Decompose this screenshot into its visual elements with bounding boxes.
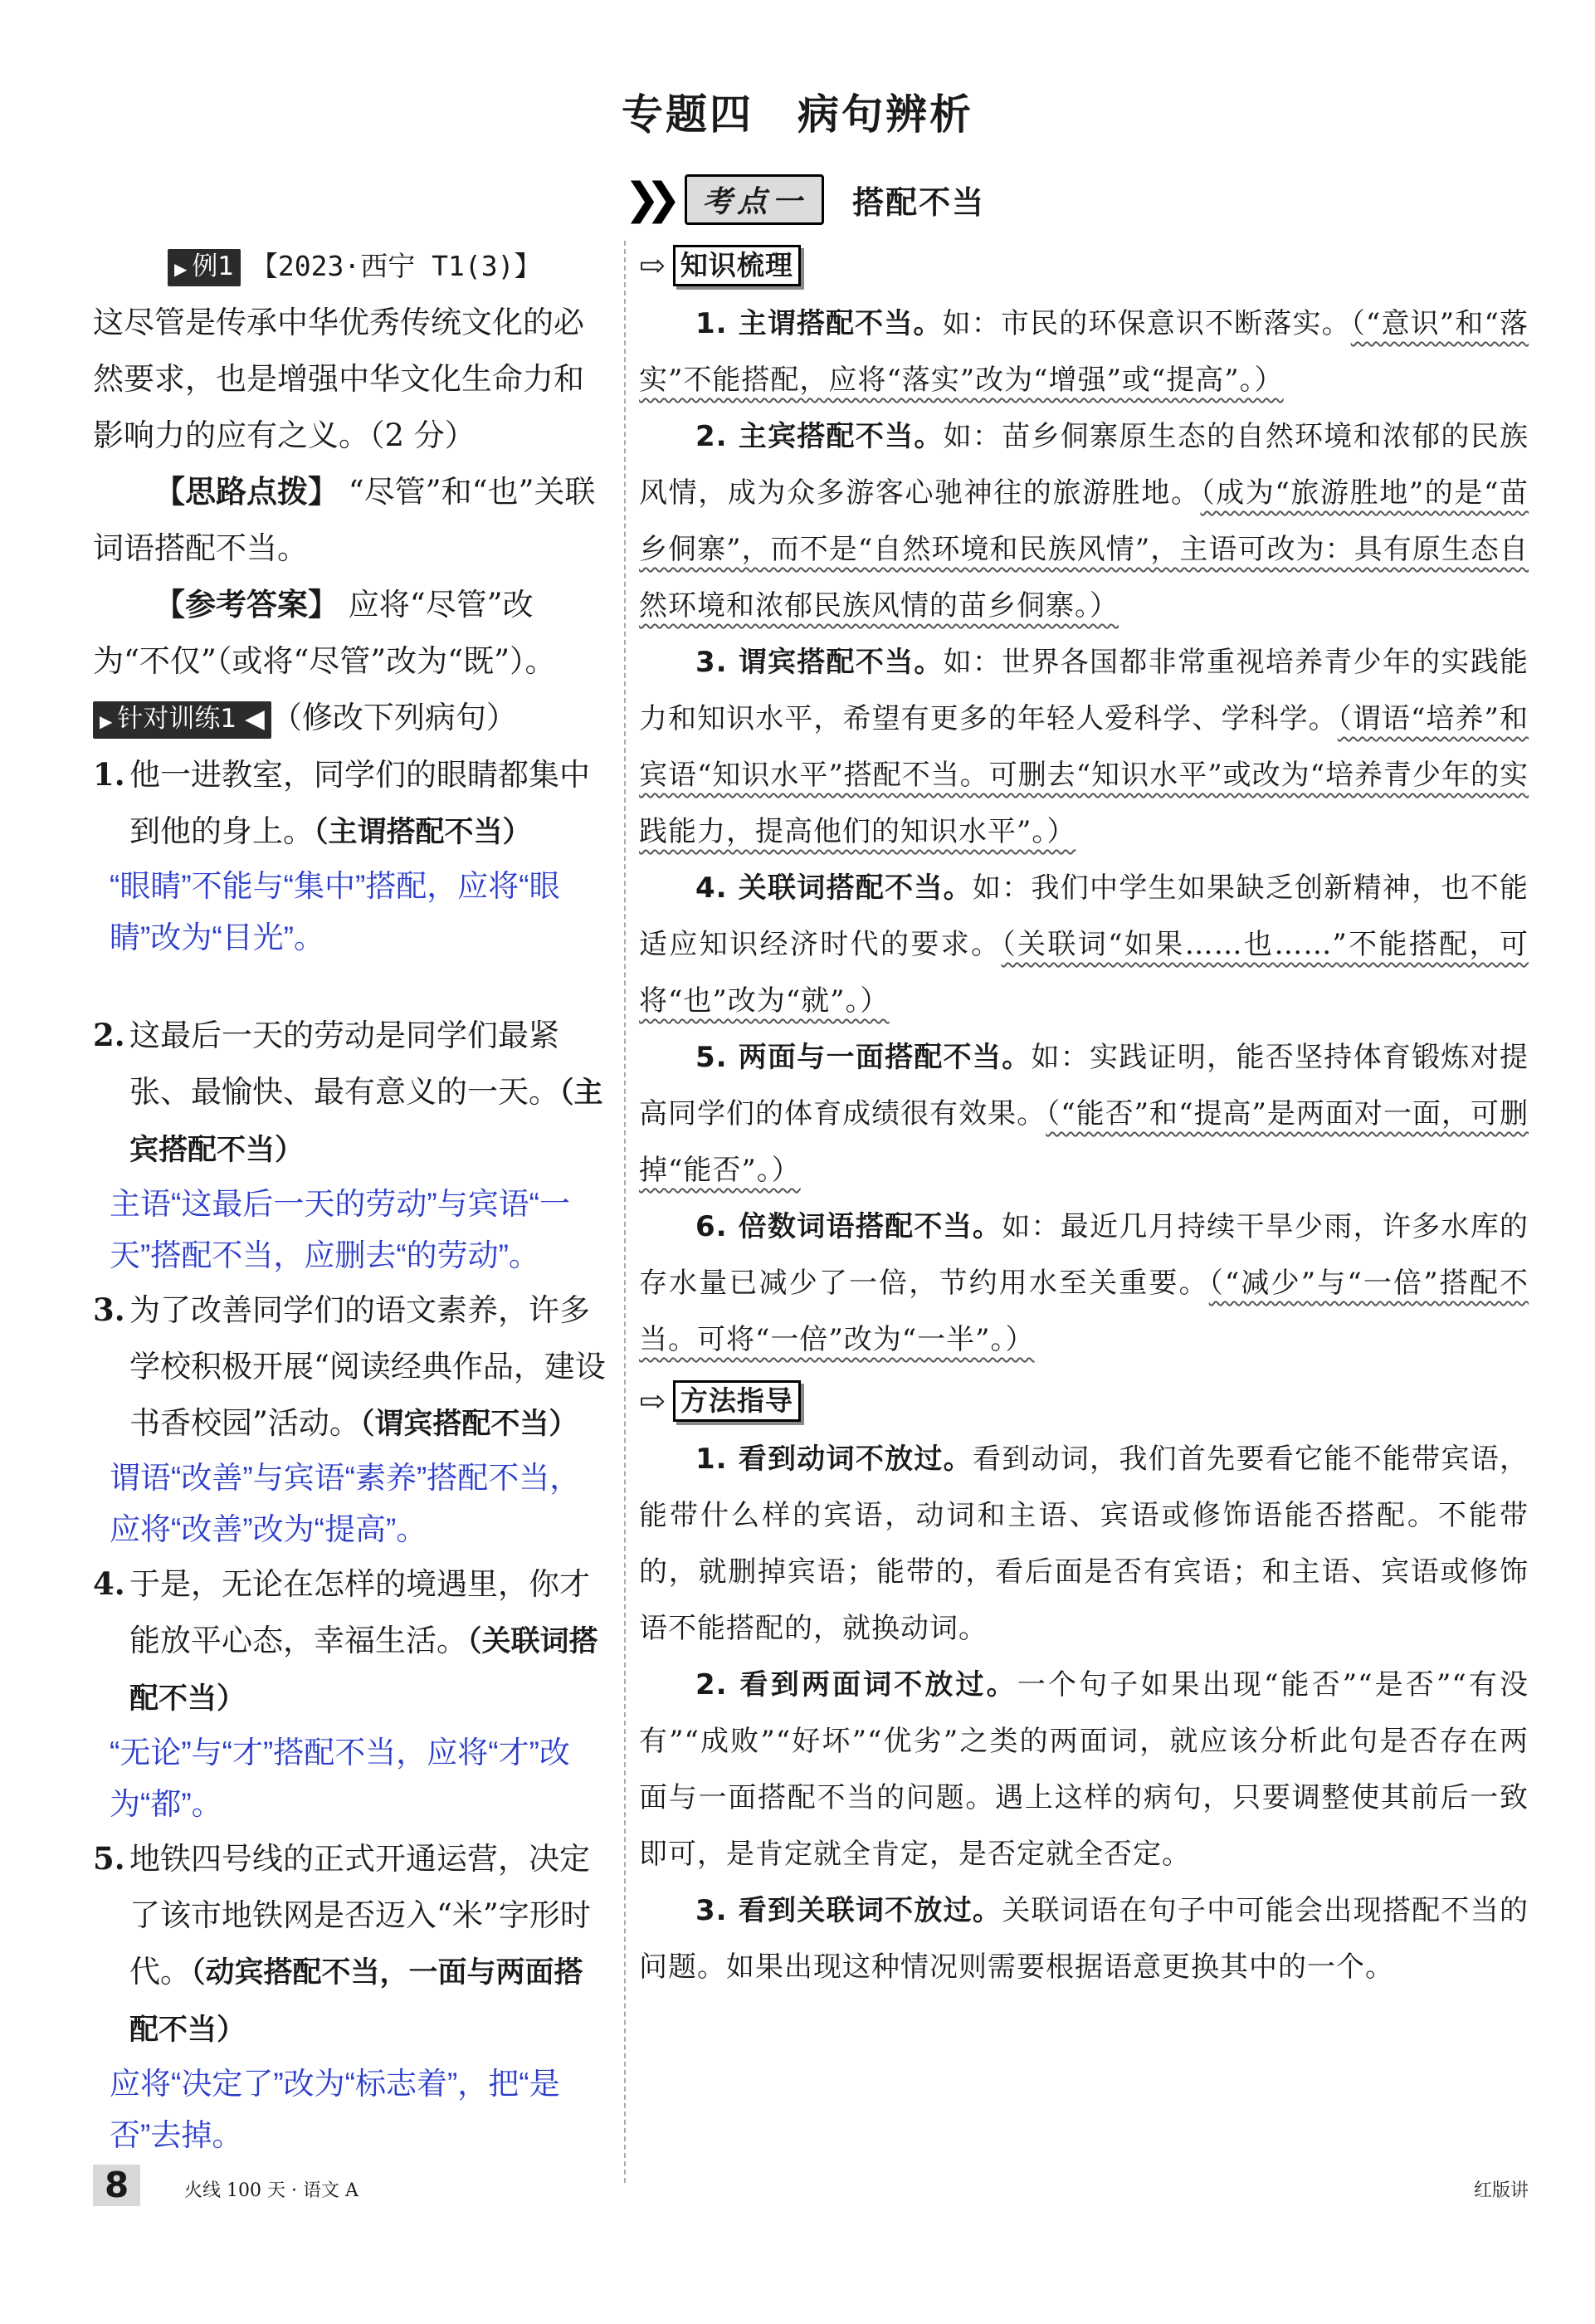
- point-body: 看到动词，我们首先要看它能不能带宾语，能带什么样的宾语，动词和主语、宾语或修饰语能否搭配。不能带的，就删掉宾语；能带的，看后面是否有宾语；和主语、宾语或修饰语不能搭配的，就换动词。: [639, 1443, 1529, 1645]
- method-point: [639, 1431, 1529, 1657]
- knowledge-header: [639, 241, 1529, 290]
- item-number: 4.: [93, 1565, 125, 1602]
- point-note: （“意识”和“落实”不能搭配，应将“落实”改为“增强”或“提高”。）: [639, 307, 1529, 397]
- item-text: 为了改善同学们的语文素养，许多学校积极开展“阅读经典作品，建设书香校园”活动。: [129, 1292, 606, 1441]
- knowledge-label: 知识梳理: [673, 245, 801, 286]
- edition-label: 红版讲: [1473, 2180, 1529, 2201]
- point-body: 如：苗乡侗寨原生态的自然环境和浓郁的民族风情，成为众多游客心驰神往的旅游胜地。: [639, 420, 1529, 510]
- item-number: 1.: [93, 756, 125, 793]
- example-tag: [168, 249, 241, 286]
- kaodian-label: 考点一: [685, 174, 824, 225]
- method-label: 方法指导: [673, 1380, 801, 1422]
- answer-label: 【参考答案】: [154, 587, 339, 622]
- item-number: 2.: [93, 1017, 125, 1053]
- play-triangle-icon: ▶: [100, 711, 113, 731]
- knowledge-point: [639, 408, 1529, 634]
- arrow-right-icon: ⇨: [639, 247, 666, 284]
- item-text: 地铁四号线的正式开通运营，决定了该市地铁网是否迈入“米”字形时代。: [129, 1841, 591, 1990]
- point-body: 如：市民的环保意识不断落实。: [942, 307, 1351, 340]
- item-text: 他一进教室，同学们的眼睛都集中到他的身上。: [129, 757, 590, 849]
- example-tag-label: 例1: [192, 251, 235, 281]
- page-footer: [93, 2161, 1529, 2211]
- item-category: （主谓搭配不当）: [314, 816, 532, 849]
- answer-paragraph: [93, 577, 607, 690]
- handwritten-answer: 应将“决定了”改为“标志着”，把“是否”去掉。: [110, 2067, 560, 2152]
- training-item: [93, 1555, 607, 1727]
- item-category: （谓宾搭配不当）: [359, 1408, 578, 1441]
- item-number: 5.: [93, 1840, 125, 1877]
- knowledge-point: [639, 1199, 1529, 1368]
- point-head: 2. 看到两面词不放过。: [695, 1668, 1017, 1702]
- point-note: （“能否”和“提高”是两面对一面，可删掉“能否”。）: [639, 1097, 1529, 1187]
- point-body: 如：最近几月持续干旱少雨，许多水库的存水量已减少了一倍，节约用水至关重要。: [639, 1210, 1529, 1300]
- knowledge-point: [639, 860, 1529, 1029]
- training-tag: ▶ 针对训练1 ◀: [93, 701, 271, 739]
- point-body: 一个句子如果出现“能否”“是否”“有没有”“成败”“好坏”“优劣”之类的两面词，就应该分析此句是否存在两面与一面搭配不当的问题。遇上这样的病句，只要调整使其前后一致即可，是肯定就全肯定，是否定就全否定。: [639, 1668, 1529, 1871]
- item-category: （主宾搭配不当）: [129, 1077, 603, 1167]
- handwritten-answer: 谓语“改善”与宾语“素养”搭配不当，应将“改善”改为“提高”。: [110, 1461, 581, 1546]
- training-item: [93, 746, 607, 861]
- point-head: 1. 主谓搭配不当。: [695, 307, 943, 340]
- book-name: 火线 100 天 · 语文 A: [184, 2180, 359, 2201]
- point-head: 4. 关联词搭配不当。: [695, 872, 973, 905]
- training-item: [93, 1007, 607, 1179]
- play-triangle-icon: ▶: [174, 259, 188, 279]
- kaodian-header: [624, 174, 985, 224]
- training-item: [93, 1830, 607, 2058]
- training-item: [93, 1282, 607, 1452]
- training-tag-label: 针对训练1: [117, 704, 237, 734]
- hint-paragraph: [93, 464, 607, 577]
- handwritten-answer: “无论”与“才”搭配不当，应将“才”改为“都”。: [110, 1736, 570, 1821]
- point-head: 3. 看到关联词不放过。: [695, 1894, 1002, 1927]
- example-source: 【2023·西宁 T1(3)】: [250, 250, 542, 282]
- point-note: （“减少”与“一倍”搭配不当。可将“一倍”改为“一半”。）: [639, 1267, 1529, 1356]
- handwritten-answer: “眼睛”不能与“集中”搭配，应将“眼睛”改为“目光”。: [110, 869, 560, 954]
- point-body: 如：世界各国都非常重视培养青少年的实践能力和知识水平，希望有更多的年轻人爱科学、学科学。: [639, 646, 1529, 735]
- method-point: [639, 1882, 1529, 1995]
- point-body: 如：我们中学生如果缺乏创新精神，也不能适应知识经济时代的要求。: [639, 872, 1529, 961]
- left-column: [93, 237, 607, 2161]
- training-instruction: （修改下列病句）: [271, 700, 517, 735]
- answer-text: 应将“尽管”改为“不仅”（或将“尽管”改为“既”）。: [93, 587, 556, 679]
- knowledge-point: [639, 295, 1529, 408]
- double-chevron-icon: ❯❯: [624, 174, 667, 224]
- arrow-right-icon: ⇨: [639, 1383, 666, 1419]
- point-note: （谓语“培养”和宾语“知识水平”搭配不当。可删去“知识水平”或改为“培养青少年的实践能力，提高他们的知识水平”。）: [639, 702, 1529, 848]
- knowledge-point: [639, 1029, 1529, 1199]
- hint-text: “尽管”和“也”关联词语搭配不当。: [93, 474, 596, 566]
- item-text: 于是，无论在怎样的境遇里，你才能放平心态，幸福生活。: [129, 1566, 590, 1658]
- right-column: [639, 241, 1529, 1995]
- method-point: [639, 1657, 1529, 1882]
- page-title: 专题四 病句辨析: [622, 90, 973, 139]
- item-text: 这最后一天的劳动是同学们最紧张、最愉快、最有意义的一天。: [129, 1018, 559, 1110]
- point-head: 5. 两面与一面搭配不当。: [695, 1041, 1032, 1074]
- point-head: 1. 看到动词不放过。: [695, 1443, 973, 1476]
- point-body: 关联词语在句子中可能会出现搭配不当的问题。如果出现这种情况则需要根据语意更换其中的一个。: [639, 1894, 1529, 1984]
- column-divider: [624, 241, 626, 2183]
- point-head: 3. 谓宾搭配不当。: [695, 646, 944, 679]
- page-number: 8: [93, 2165, 140, 2206]
- example-block: [93, 237, 607, 690]
- example-sentence: 这尽管是传承中华优秀传统文化的必然要求，也是增强中华文化生命力和影响力的应有之义。（2 分）: [93, 305, 584, 453]
- item-number: 3.: [93, 1291, 125, 1328]
- method-header: [639, 1376, 1529, 1426]
- item-category: （动宾搭配不当，一面与两面搭配不当）: [129, 1956, 583, 2047]
- training-header: [93, 690, 607, 746]
- item-category: （关联词搭配不当）: [129, 1625, 598, 1716]
- kaodian-title: 搭配不当: [852, 183, 986, 221]
- point-note: （成为“旅游胜地”的是“苗乡侗寨”，而不是“自然环境和民族风情”，主语可改为：具有原生态自然环境和浓郁民族风情的苗乡侗寨。）: [639, 476, 1529, 622]
- handwritten-answer: 主语“这最后一天的劳动”与宾语“一天”搭配不当，应删去“的劳动”。: [110, 1187, 570, 1272]
- point-head: 6. 倍数词语搭配不当。: [695, 1210, 1002, 1243]
- hint-label: 【思路点拨】: [154, 474, 339, 510]
- point-note: （关联词“如果……也……”不能搭配，可将“也”改为“就”。）: [639, 928, 1529, 1018]
- point-head: 2. 主宾搭配不当。: [695, 420, 944, 453]
- point-body: 如：实践证明，能否坚持体育锻炼对提高同学们的体育成绩很有效果。: [639, 1041, 1529, 1130]
- knowledge-point: [639, 634, 1529, 860]
